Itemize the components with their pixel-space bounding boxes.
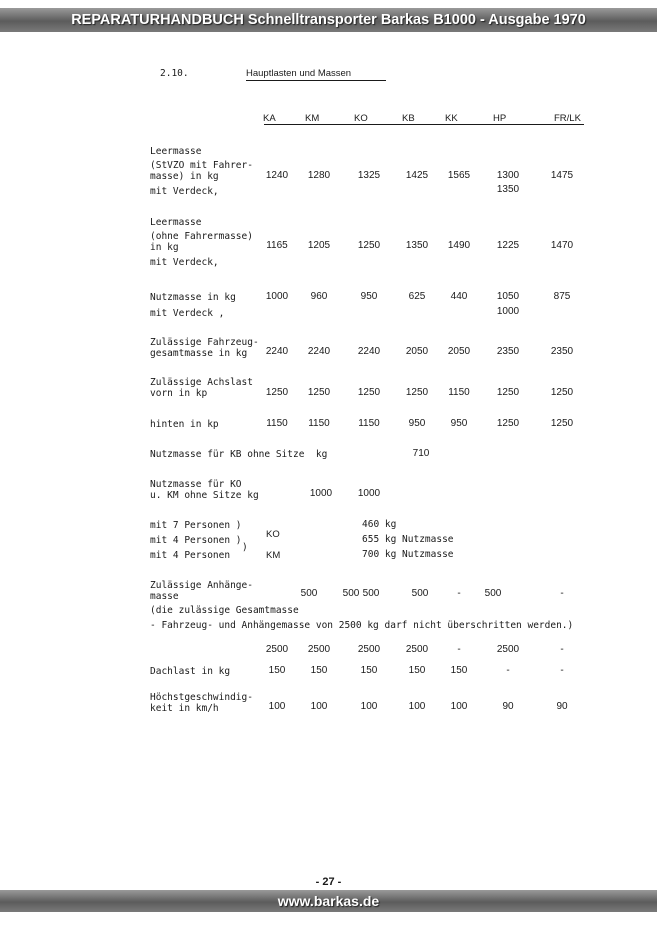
row-label: masse) in kg xyxy=(150,171,219,182)
value-cell: 655 kg Nutzmasse xyxy=(362,534,454,545)
header-bar xyxy=(0,8,657,32)
row-label: mit Verdeck, xyxy=(150,257,219,268)
value-cell: 500 xyxy=(342,588,360,599)
value-cell: 1325 xyxy=(357,170,381,181)
value-cell: 2050 xyxy=(447,346,471,357)
value-cell: 1050 xyxy=(496,291,520,302)
value-cell: 1000 xyxy=(265,291,289,302)
value-cell: 440 xyxy=(450,291,468,302)
value-cell: - xyxy=(506,665,510,676)
row-label: Dachlast in kg xyxy=(150,666,231,677)
section-number: 2.10. xyxy=(160,68,189,79)
value-cell: 90 xyxy=(556,701,568,712)
value-cell: 2240 xyxy=(265,346,289,357)
note: (die zulässige Gesamtmasse xyxy=(150,605,299,616)
value-cell: 500 xyxy=(484,588,502,599)
value-cell: 1250 xyxy=(550,418,574,429)
value-cell: 100 xyxy=(310,701,328,712)
value-cell: 100 xyxy=(408,701,426,712)
footer-bar xyxy=(0,890,657,912)
value-cell: 1150 xyxy=(448,387,470,398)
value-cell: 1225 xyxy=(496,240,520,251)
value-cell: 500 xyxy=(362,588,380,599)
row-label: mit Verdeck , xyxy=(150,308,225,319)
value-cell: 1250 xyxy=(307,387,331,398)
value-cell: 2240 xyxy=(357,346,381,357)
value-cell: 1250 xyxy=(496,387,520,398)
value-cell: 625 xyxy=(408,291,426,302)
value-cell: 1165 xyxy=(266,240,288,251)
column-header: KB xyxy=(402,113,415,124)
value-cell: 150 xyxy=(450,665,468,676)
value-cell: 950 xyxy=(408,418,426,429)
section-title-underline xyxy=(246,80,386,81)
value-cell: 460 kg xyxy=(362,519,397,530)
value-cell: 710 xyxy=(412,448,430,459)
value-cell: 1250 xyxy=(357,240,381,251)
column-header: HP xyxy=(493,113,507,124)
row-label: Nutzmasse für KO xyxy=(150,479,242,490)
column-header: KK xyxy=(445,113,458,124)
value-cell: - xyxy=(560,588,564,599)
row-label: gesamtmasse in kg xyxy=(150,348,248,359)
value-cell: 960 xyxy=(310,291,328,302)
column-header: KA xyxy=(263,113,276,124)
row-label: vorn in kp xyxy=(150,388,208,399)
value-cell: 2500 xyxy=(496,644,520,655)
value-cell: 1250 xyxy=(550,387,574,398)
row-label: keit in km/h xyxy=(150,703,219,714)
value-cell: 100 xyxy=(450,701,468,712)
value-cell: 150 xyxy=(310,665,328,676)
row-label: (ohne Fahrermasse) xyxy=(150,231,253,242)
value-cell: 950 xyxy=(450,418,468,429)
value-cell: 1205 xyxy=(307,240,331,251)
value-cell: 1000 xyxy=(496,306,520,317)
row-label: mit Verdeck, xyxy=(150,186,219,197)
value-cell: 150 xyxy=(268,665,286,676)
value-cell: 500 xyxy=(300,588,318,599)
value-cell: 1490 xyxy=(447,240,471,251)
value-cell: 950 xyxy=(360,291,378,302)
value-cell: 1150 xyxy=(266,418,288,429)
value-cell: - xyxy=(457,644,461,655)
row-label: in kg xyxy=(150,242,179,253)
row-label: u. KM ohne Sitze kg xyxy=(150,490,259,501)
row-label: mit 4 Personen xyxy=(150,550,231,561)
value-cell: 1150 xyxy=(358,418,380,429)
value-cell: 1250 xyxy=(357,387,381,398)
value-cell: 700 kg Nutzmasse xyxy=(362,549,454,560)
value-cell: 100 xyxy=(268,701,286,712)
note: - Fahrzeug- und Anhängemasse von 2500 kg darf nicht überschritten werden.) xyxy=(150,620,574,631)
value-cell: 2500 xyxy=(265,644,289,655)
row-label: (StVZO mit Fahrer- xyxy=(150,160,253,171)
value-cell: 1350 xyxy=(405,240,429,251)
section-title: Hauptlasten und Massen xyxy=(246,68,352,79)
row-label: mit 4 Personen ) xyxy=(150,535,242,546)
page-number: - 27 - xyxy=(315,876,342,888)
value-cell: 1470 xyxy=(550,240,574,251)
value-cell: 150 xyxy=(408,665,426,676)
column-header: KM xyxy=(305,113,320,124)
row-label: hinten in kp xyxy=(150,419,219,430)
value-cell: 1300 xyxy=(496,170,520,181)
value-cell: - xyxy=(560,665,564,676)
value-cell: 2500 xyxy=(307,644,331,655)
value-cell: 2350 xyxy=(550,346,574,357)
value-cell: 500 xyxy=(411,588,429,599)
personen-ko: KO xyxy=(266,529,280,540)
value-cell: 1565 xyxy=(447,170,471,181)
value-cell: 1425 xyxy=(405,170,429,181)
row-label: mit 7 Personen ) xyxy=(150,520,242,531)
value-cell: 2050 xyxy=(405,346,429,357)
value-cell: - xyxy=(457,588,461,599)
value-cell: 1475 xyxy=(550,170,574,181)
value-cell: 100 xyxy=(360,701,378,712)
row-label: Leermasse xyxy=(150,217,202,228)
value-cell: 2500 xyxy=(405,644,429,655)
value-cell: 1250 xyxy=(265,387,289,398)
personen-km: KM xyxy=(266,550,281,561)
row-label: Zulässige Fahrzeug- xyxy=(150,337,259,348)
value-cell: - xyxy=(560,644,564,655)
row-label: Nutzmasse für KB ohne Sitze kg xyxy=(150,449,328,460)
row-label: Höchstgeschwindig- xyxy=(150,692,253,703)
value-cell: 2240 xyxy=(307,346,331,357)
value-cell: 1000 xyxy=(309,488,333,499)
value-cell: 1250 xyxy=(405,387,429,398)
value-cell: 875 xyxy=(553,291,571,302)
value-cell: 2500 xyxy=(357,644,381,655)
value-cell: 1250 xyxy=(496,418,520,429)
header-title: REPARATURHANDBUCH Schnelltransporter Barkas B1000 - Ausgabe 1970 xyxy=(71,12,586,28)
footer-url[interactable]: www.barkas.de xyxy=(277,893,380,909)
brace: ) xyxy=(242,542,248,553)
row-label: Zulässige Anhänge- xyxy=(150,580,253,591)
column-header-underline xyxy=(264,124,584,125)
value-cell: 1280 xyxy=(307,170,331,181)
value-cell: 150 xyxy=(360,665,378,676)
value-cell: 2350 xyxy=(496,346,520,357)
column-header: FR/LK xyxy=(554,113,581,124)
value-cell: 1350 xyxy=(496,184,520,195)
row-label: Leermasse xyxy=(150,146,202,157)
row-label: Nutzmasse in kg xyxy=(150,292,236,303)
value-cell: 90 xyxy=(502,701,514,712)
value-cell: 1240 xyxy=(265,170,289,181)
row-label: masse xyxy=(150,591,179,602)
row-label: Zulässige Achslast xyxy=(150,377,253,388)
value-cell: 1150 xyxy=(308,418,330,429)
value-cell: 1000 xyxy=(357,488,381,499)
column-header: KO xyxy=(354,113,368,124)
